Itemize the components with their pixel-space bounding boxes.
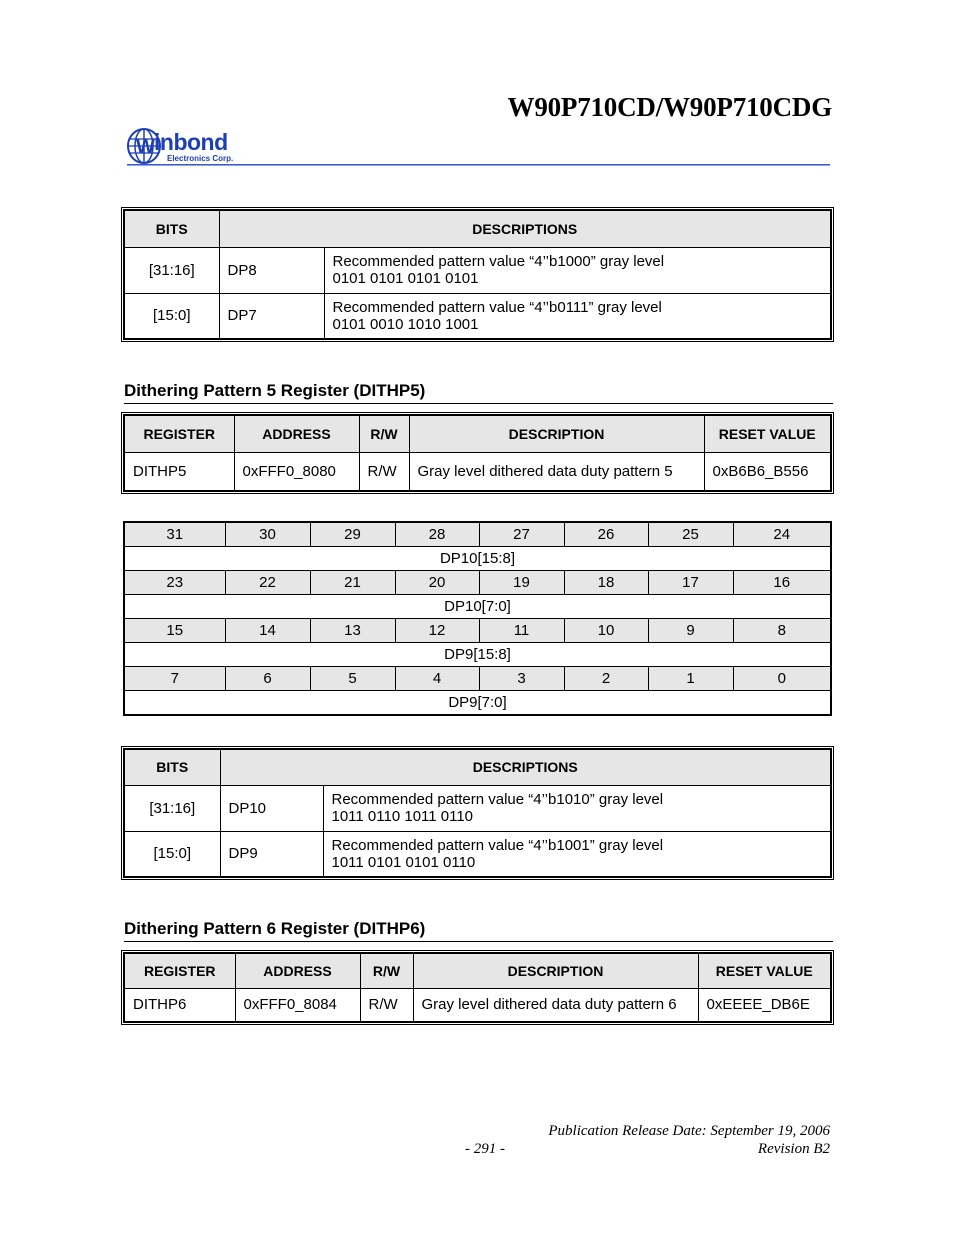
column-header-descriptions: DESCRIPTIONS [220,749,831,785]
logo-subtitle: Electronics Corp. [167,154,234,163]
bits-cell: [15:0] [124,831,220,877]
description-cell [324,293,831,339]
bit-number: 8 [733,619,831,643]
description-cell [323,785,831,831]
revision: Revision B2 [757,1141,830,1157]
table-row [124,452,831,491]
column-header-address: ADDRESS [234,415,359,452]
field-cell: DP10 [220,785,323,831]
bit-number: 24 [733,522,831,547]
description-line: 1011 0101 0101 0110 [331,853,476,871]
bit-field-row [124,595,831,619]
register-cell: DITHP5 [124,452,234,491]
rw-cell: R/W [360,988,413,1022]
column-header-reset-value: RESET VALUE [704,415,831,452]
section-title-dithp6: Dithering Pattern 6 Register (DITHP6) [124,919,833,942]
bit-number: 2 [564,667,648,691]
bit-number: 6 [225,667,310,691]
address-cell: 0xFFF0_8084 [235,988,360,1022]
description-line: 0101 0101 0101 0101 [332,270,479,287]
bit-number: 3 [479,667,564,691]
bit-number-row [124,667,831,691]
bits-description-table-2 [123,748,832,878]
document-title: W90P710CD/W90P710CDG [507,92,832,122]
bit-number: 18 [564,571,648,595]
column-header-register: REGISTER [124,415,234,452]
bit-number: 20 [395,571,479,595]
column-header-rw: R/W [360,953,413,988]
description-cell: Gray level dithered data duty pattern 6 [413,988,698,1022]
description-cell: Gray level dithered data duty pattern 5 [409,452,704,491]
bit-number: 11 [479,619,564,643]
page-number: - 291 - [465,1141,505,1157]
bit-number: 21 [310,571,395,595]
bits-description-table-1 [123,209,832,340]
bit-number: 22 [225,571,310,595]
bit-number: 4 [395,667,479,691]
bit-number: 13 [310,619,395,643]
table-row [124,785,831,831]
bit-number: 0 [733,667,831,691]
bit-number: 15 [124,619,225,643]
description-line: Recommended pattern value “4’’b1010” gray level [331,791,664,808]
winbond-logo [127,126,252,166]
bit-field: DP9[7:0] [124,691,831,716]
bit-number: 7 [124,667,225,691]
bit-number: 28 [395,522,479,547]
register-table-dithp6 [123,952,832,1023]
register-table-dithp5 [123,414,832,492]
field-cell: DP8 [219,247,324,293]
bit-field: DP9[15:8] [124,643,831,667]
description-line: 1011 0110 1011 0110 [331,808,474,825]
description-cell [324,247,831,293]
bit-number-row [124,522,831,547]
column-header-bits: BITS [124,749,220,785]
register-cell: DITHP6 [124,988,235,1022]
bit-number: 17 [648,571,733,595]
header-rule [127,164,830,166]
bit-number: 16 [733,571,831,595]
bit-number: 9 [648,619,733,643]
field-cell: DP7 [219,293,324,339]
bit-field-row [124,691,831,716]
address-cell: 0xFFF0_8080 [234,452,359,491]
bits-cell: [15:0] [124,293,219,339]
description-line: Recommended pattern value “4’’b0111” gray level [332,298,662,316]
description-line: Recommended pattern value “4’’b1001” gray level [331,836,664,854]
bit-number: 1 [648,667,733,691]
table-row [124,831,831,877]
bit-number: 5 [310,667,395,691]
bit-field: DP10[7:0] [124,595,831,619]
bit-number: 30 [225,522,310,547]
column-header-rw: R/W [359,415,409,452]
bit-number: 31 [124,522,225,547]
bit-field-row [124,547,831,571]
section-title-dithp5: Dithering Pattern 5 Register (DITHP5) [124,381,833,404]
rw-cell: R/W [359,452,409,491]
bit-number: 10 [564,619,648,643]
bit-number: 25 [648,522,733,547]
field-cell: DP9 [220,831,323,877]
column-header-description: DESCRIPTION [413,953,698,988]
bit-number: 23 [124,571,225,595]
svg-text:W: W [136,136,155,158]
bit-number: 19 [479,571,564,595]
bit-number: 26 [564,522,648,547]
reset-value-cell: 0xB6B6_B556 [704,452,831,491]
description-line: Recommended pattern value “4’’b1000” gray level [332,253,665,270]
column-header-description: DESCRIPTION [409,415,704,452]
bit-map-table [123,521,832,716]
bits-cell: [31:16] [124,785,220,831]
bit-number: 14 [225,619,310,643]
column-header-address: ADDRESS [235,953,360,988]
bit-field: DP10[15:8] [124,547,831,571]
column-header-reset-value: RESET VALUE [698,953,831,988]
bit-number-row [124,619,831,643]
bit-number-row [124,571,831,595]
bit-number: 29 [310,522,395,547]
description-line: 0101 0010 1010 1001 [332,315,479,333]
release-date: Publication Release Date: September 19, 2006 [548,1123,830,1139]
bit-number: 27 [479,522,564,547]
reset-value-cell: 0xEEEE_DB6E [698,988,831,1022]
column-header-register: REGISTER [124,953,235,988]
bit-field-row [124,643,831,667]
table-row [124,293,831,339]
column-header-descriptions: DESCRIPTIONS [219,210,831,247]
description-cell [323,831,831,877]
logo-wordmark: inbond [154,129,228,155]
bit-number: 12 [395,619,479,643]
column-header-bits: BITS [124,210,219,247]
table-row [124,247,831,293]
bits-cell: [31:16] [124,247,219,293]
table-row [124,988,831,1022]
